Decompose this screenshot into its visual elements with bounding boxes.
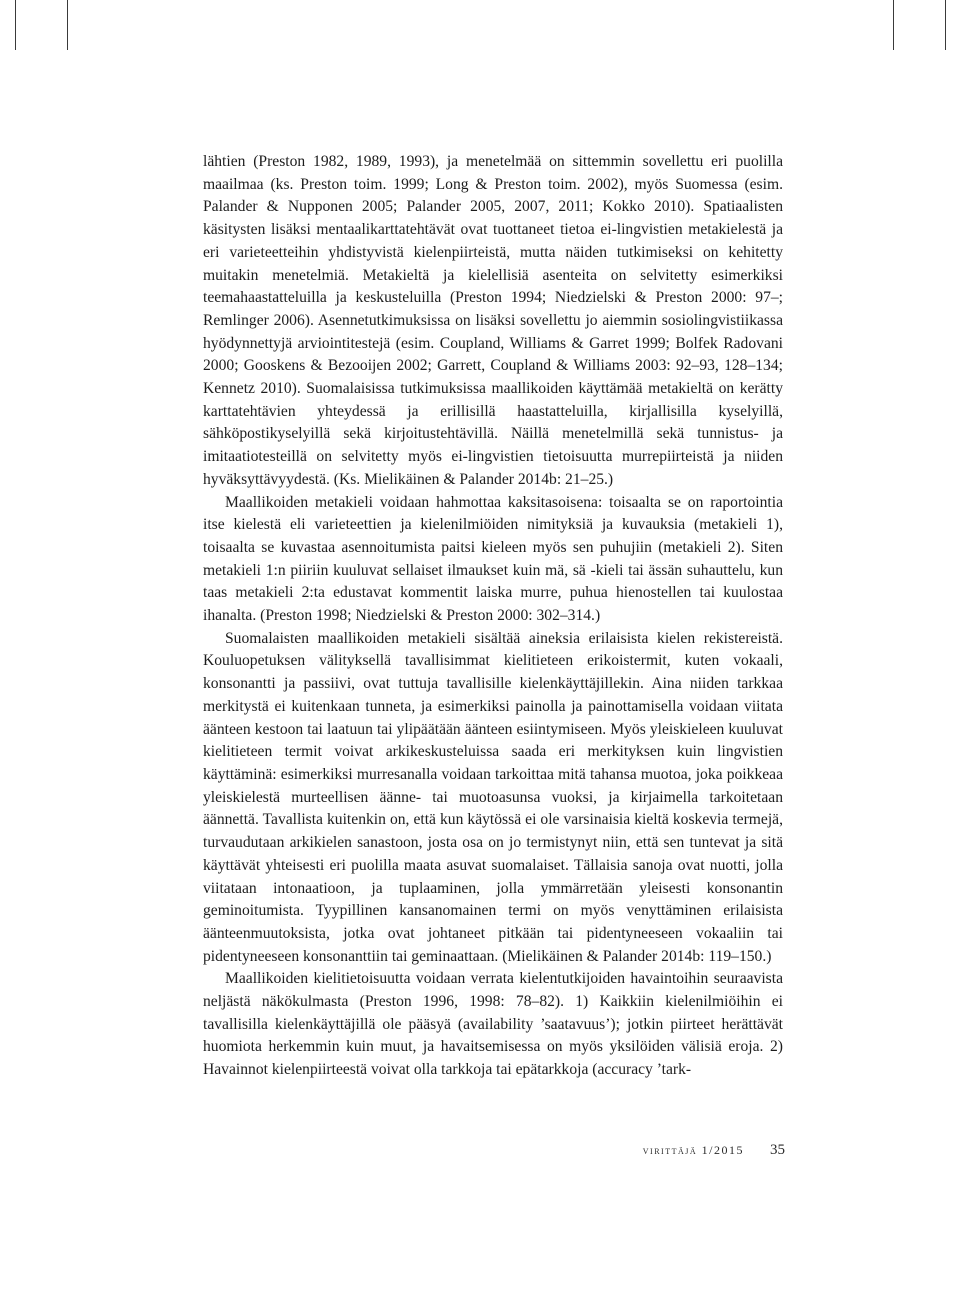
paragraph: lähtien (Preston 1982, 1989, 1993), ja menetelmää on sittemmin sovellettu eri puolilla maailmaa (ks. Preston toim. 1999; Long & Preston toim. 2002), myös Suomessa (esim. Palander & Nupponen 2005; Palander 2005, 2007, 2011; Kokko 2010). Spatiaalisten käsitysten lisäksi mentaalikarttatehtävät ovat tuottaneet tietoa ei-lingvistien metakielestä ja eri varieteetteihin yhdistyvistä kielenpiirteistä, mutta näiden tutkimiseksi on kehitetty muitakin menetelmiä. Metakieltä ja kielellisiä asenteita on selvitetty esimerkiksi teemahaastatteluilla ja keskusteluilla (Preston 1994; Niedzielski & Preston 2000: 97–; Remlinger 2006). Asennetutkimuksissa on lisäksi sovellettu jo aiemmin sosiolingvistiikassa hyödynnettyjä arviointitestejä (esim. Coupland, Williams & Garret 1999; Bolfek Radovani 2000; Gooskens & Bezooijen 2002; Garrett, Coupland & Williams 2003: 92–93, 128–134; Kennetz 2010). Suomalaisissa tutkimuksissa maallikoiden käyttämää metakieltä on kerätty karttatehtävien yhteydessä ja erillisillä haastatteluilla, kirjallisilla kyselyillä, sähköpostikyselyillä sekä kirjoitustehtävillä. Näillä menetelmillä sekä tunnistus- ja imitaatiotesteillä on selvitetty myös ei-lingvistien tietoisuutta murrepiirteistä ja niiden hyväksyttävyydestä. (Ks. Mielikäinen & Palander 2014b: 21–25.) (203, 153, 783, 488)
crop-mark (945, 0, 946, 50)
paragraph: Suomalaisten maallikoiden metakieli sisältää aineksia erilaisista kielen rekistereistä. Kouluopetuksen välityksellä tavallisimmat kielitieteen erikoistermit, kuten vokaali, konsonantti ja passiivi, ovat tuttuja tavallisille kielenkäyttäjillekin. Aina niiden tarkkaa merkitystä ei kuitenkaan tunneta, ja esimerkiksi painolla ja painottamisella voidaan viitata äänteen kestoon tai laatuun tai ylipäätään äänteen esiintymiseen. Myös yleiskieleen kuuluvat kielitieteen termit voivat arkikeskusteluissa saada eri merkityksen kuin lingvistien käyttäminä: esimerkiksi murresanalla voidaan tarkoittaa mitä tahansa muotoa, joka poikkeaa yleiskielestä murteellisen äänne- tai muotoasunsa vuoksi, ja kirjaimella tarkoitetaan äännettä. Tavallista kuitenkin on, että kun käytössä ei ole varsinaisia kieltä koskevia termejä, turvaudutaan arkikielen sanastoon, josta osa on jo termistynyt niin, että sen tuntevat ja sitä käyttävät yhteisesti eri puolilla maata asuvat suomalaiset. Tällaisia sanoja ovat nuotti, jolla viitataan intonaatioon, ja tuplaaminen, jolla ymmärretään yleisesti konsonantin geminoitumista. Tyypillinen kansanomainen termi on myös venyttäminen erilaisista äänteenmuutoksista, jotka ovat johtaneet pitkään tai pidentyneeseen vokaaliin tai pidentyneeseen konsonanttiin tai geminaattaan. (Mielikäinen & Palander 2014b: 119–150.) (203, 629, 783, 965)
crop-mark (67, 0, 68, 50)
paragraph: Maallikoiden metakieli voidaan hahmottaa kaksitasoisena: toisaalta se on raportointia itse kielestä eli varieteettien ja kielenilmiöiden nimityksiä ja kuvauksia (metakieli 1), toisaalta se kuvastaa asennoitumista paitsi kieleen myös sen puhujiin (metakieli 2). Siten metakieli 1:n piiriin kuuluvat sellaiset ilmaukset kuin mä, sä -kieli tai ässän suhauttelu, kun taas metakieli 2:ta edustavat kommentit laiska murre, puhua hienostellen tai kuulostaa ihanalta. (Preston 1998; Niedzielski & Preston 2000: 302–314.) (203, 493, 783, 625)
crop-mark (893, 0, 894, 50)
body-text (203, 151, 783, 1082)
page-footer (575, 1142, 785, 1166)
crop-mark (15, 0, 16, 50)
paragraph: Maallikoiden kielitietoisuutta voidaan verrata kielentutkijoiden havaintoihin seuraavista neljästä näkökulmasta (Preston 1996, 1998: 78–82). 1) Kaikkiin kielenilmiöihin ei tavallisilla kielenkäyttäjillä ole pääsyä (availability ’saatavuus’); jotkin piirteet herättävät huomiota herkemmin kuin muut, ja havaitsemisessa on myös yksilöiden välisiä eroja. 2) Havainnot kielenpiirteestä voivat olla tarkkoja tai epätarkkoja (accuracy ’tark- (203, 970, 783, 1079)
journal-name: virittäjä 1/2015 (642, 1143, 744, 1157)
page-number: 35 (770, 1142, 785, 1158)
